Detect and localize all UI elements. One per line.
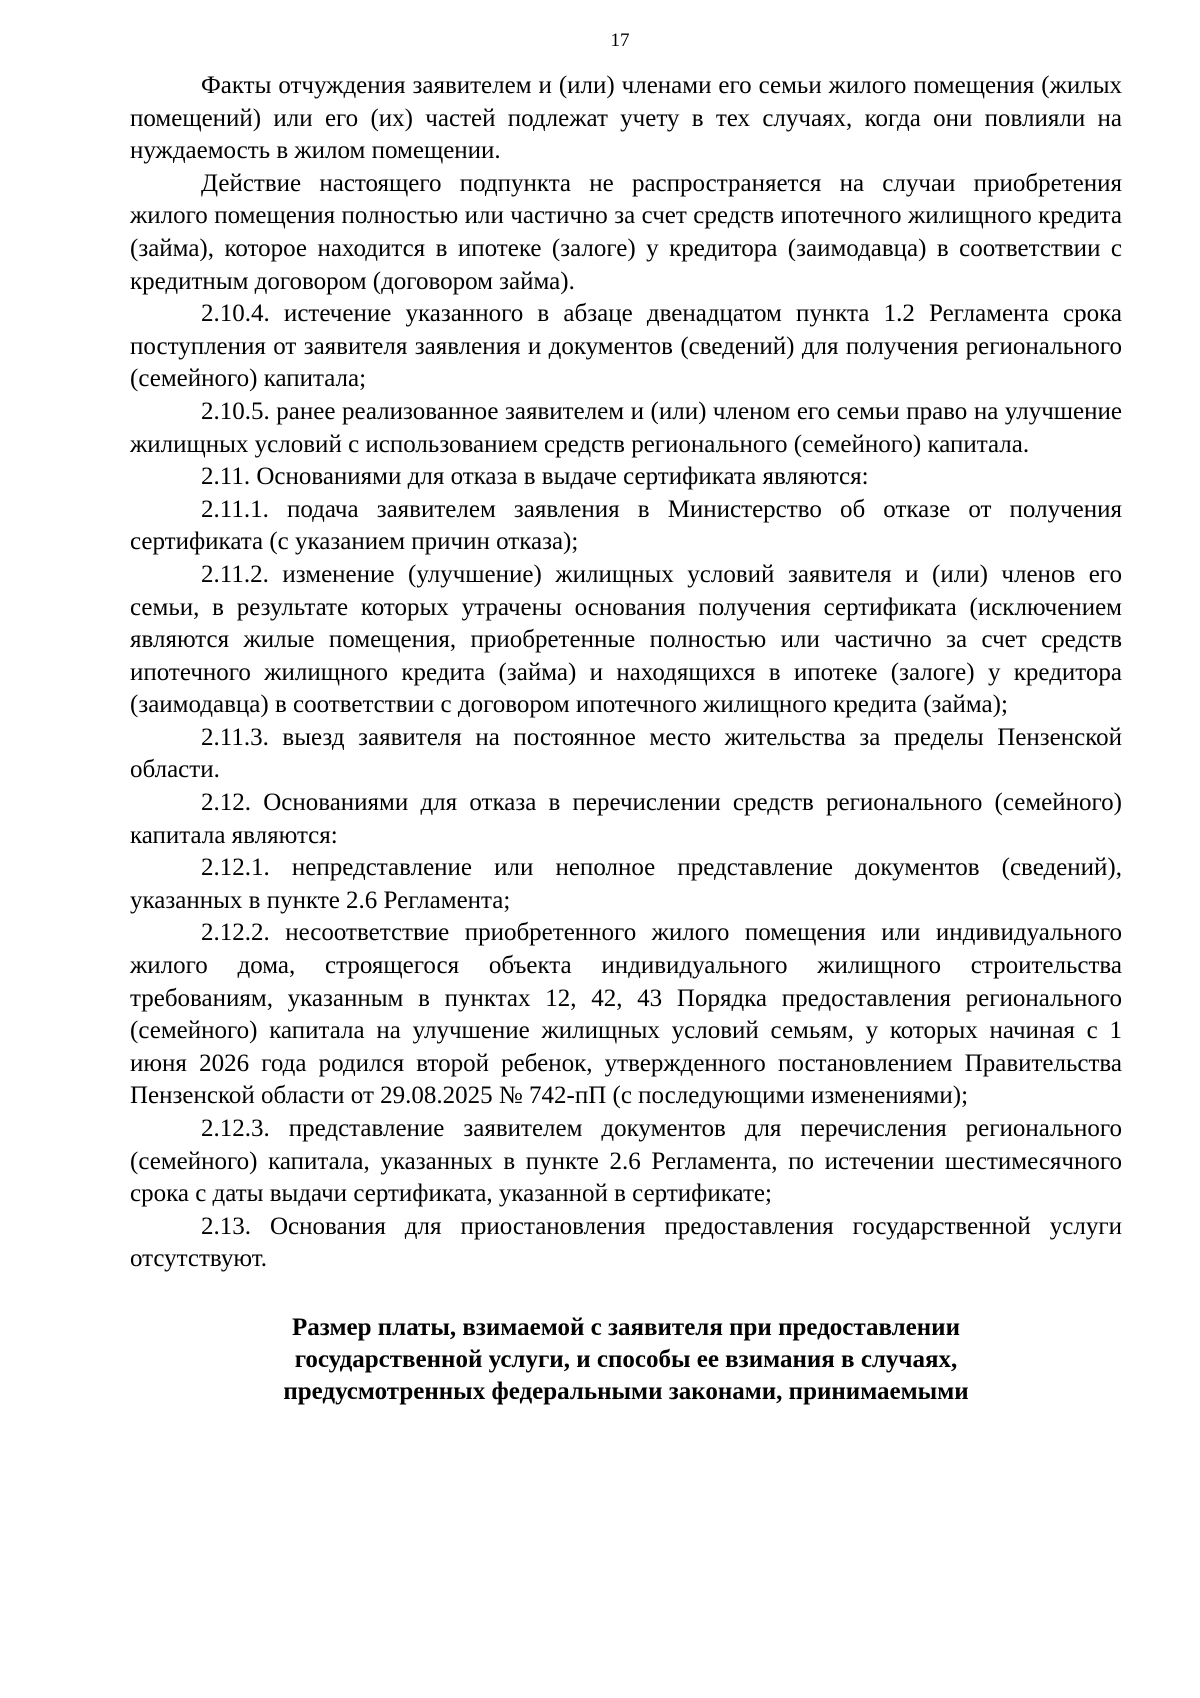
- paragraph-2-12-3: 2.12.3. представление заявителем документов для перечисления регионального (семейного) капитала, указанных в пункте 2.6 Регламента, по истечении шестимесячного срока с даты выдачи сертификата, указанной в сертификате;: [130, 1115, 1122, 1208]
- paragraph-2-11-3: 2.11.3. выезд заявителя на постоянное место жительства за пределы Пензенской области.: [130, 723, 1122, 784]
- section-heading-line: предусмотренных федеральными законами, принимаемыми: [283, 1377, 969, 1405]
- section-heading-line: Размер платы, взимаемой с заявителя при предоставлении: [292, 1313, 960, 1341]
- paragraph-2-12-2: 2.12.2. несоответствие приобретенного жилого помещения или индивидуального жилого дома, строящегося объекта индивидуального жилищного строительства требованиям, указанным в пунктах 12, 42, 43 Порядка предоставления регионального (семейного) капитала на улучшение жилищных условий семьям, у которых начиная с 1 июня 2026 года родился второй ребенок, утвержденного постановлением Правительства Пензенской области от 29.08.2025 № 742-пП (с последующими изменениями);: [130, 919, 1122, 1110]
- paragraph-2-12: 2.12. Основаниями для отказа в перечислении средств регионального (семейного) капитала являются:: [130, 789, 1122, 849]
- paragraph-alienation-facts: Факты отчуждения заявителем и (или) членами его семьи жилого помещения (жилых помещений) или его (их) частей подлежат учету в тех случаях, когда они повлияли на нуждаемость в жилом помещении.: [130, 72, 1122, 165]
- paragraph-subclause-exception: Действие настоящего подпункта не распространяется на случаи приобретения жилого помещения полностью или частично за счет средств ипотечного жилищного кредита (займа), которое находится в ипотеке (залоге) у кредитора (заимодавца) в соответствии с кредитным договором (договором займа).: [130, 169, 1122, 295]
- paragraph-2-11: 2.11. Основаниями для отказа в выдаче сертификата являются:: [201, 463, 869, 491]
- paragraph-2-10-4: 2.10.4. истечение указанного в абзаце двенадцатом пункта 1.2 Регламента срока поступления от заявителя заявления и документов (сведений) для получения регионального (семейного) капитала;: [130, 300, 1122, 393]
- paragraph-2-10-5: 2.10.5. ранее реализованное заявителем и (или) членом его семьи право на улучшение жилищных условий с использованием средств регионального (семейного) капитала.: [130, 397, 1122, 458]
- section-heading: [130, 1276, 1122, 1408]
- paragraph-2-12-1: 2.12.1. непредставление или неполное представление документов (сведений), указанных в пункте 2.6 Регламента;: [130, 854, 1122, 914]
- document-body: [130, 70, 1122, 1408]
- page-number: 17: [610, 30, 630, 51]
- paragraph-2-11-2: 2.11.2. изменение (улучшение) жилищных условий заявителя и (или) членов его семьи, в результате которых утрачены основания получения сертификата (исключением являются жилые помещения, приобретенные полностью или частично за счет средств ипотечного жилищного кредита (займа) и находящихся в ипотеке (залоге) у кредитора (заимодавца) в соответствии с договором ипотечного жилищного кредита (займа);: [130, 560, 1122, 719]
- section-heading-line: государственной услуги, и способы ее взимания в случаях,: [294, 1345, 958, 1373]
- paragraph-2-13: 2.13. Основания для приостановления предоставления государственной услуги отсутствуют.: [130, 1212, 1122, 1273]
- paragraph-2-11-1: 2.11.1. подача заявителем заявления в Министерство об отказе от получения сертификата (с указанием причин отказа);: [130, 495, 1122, 556]
